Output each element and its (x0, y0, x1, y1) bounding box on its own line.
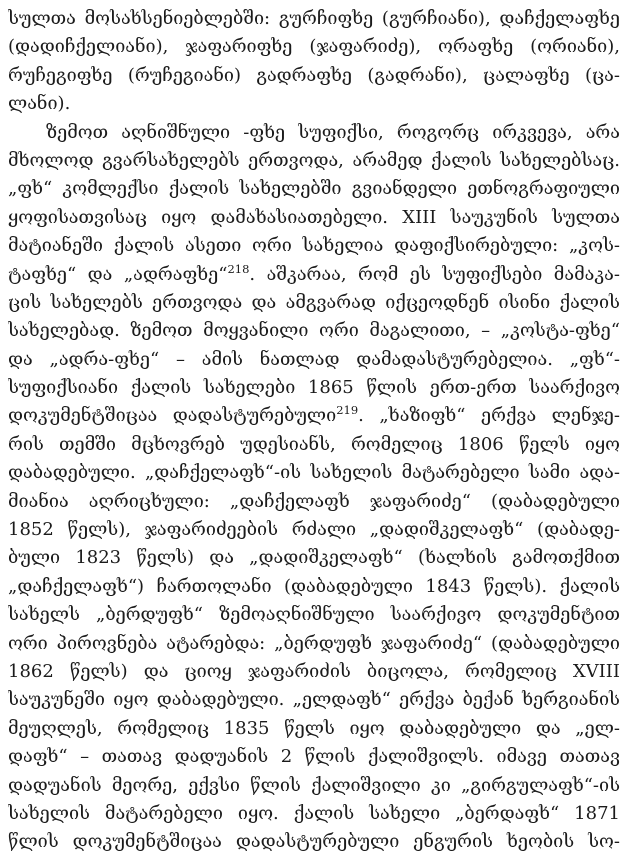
text-line: სულთა მოსახსენიებლებში: გურჩიფხე (გურჩიანი), დაჩქელაფხე (8, 8, 620, 29)
text-line: „დაჩქელაფხ“) ჩართოლანი (დაბადებული 1843 წელს). ქალის (8, 575, 620, 597)
text-line: რის თემში მცხოვრებ უდესიანს, რომელიც 1806 წელს იყო (8, 433, 620, 455)
text-line: ტაფხე“ და „ადრაფხე“$^{218}$. აშკარაა, რომ ეს სუფიქსები მამაკა- (8, 261, 620, 285)
text-line: „ფხ“ კომლექსი ქალის სახელებში გვიანდელი ეთნოგრაფიული (8, 178, 620, 200)
text-line: მეუღლეს, რომელიც 1835 წელს იყო დაბადებული და „ელ- (8, 717, 620, 739)
paragraph (8, 5, 620, 119)
text-line: 1852 წელს), ჯაფარიძეების რძალი „დადიშკელაფხ“ (დაბადე- (8, 519, 620, 541)
text-line: 1862 წელს) და ციოყ ჯაფარიძის ბიცოლა, რომელიც XVIII (8, 660, 620, 682)
text-line: წლის დოკუმენტშიცაა დადასტურებული ენგურის ხეობის სო- (8, 831, 620, 853)
paragraph (8, 119, 620, 857)
text-line: მიანია აღრიცხული: „დაჩქელაფხ ჯაფარიძე“ (დაბადებული (8, 490, 620, 512)
text-line: საუკუნეში იყო დაბადებული. „ელდაფხ“ ერქვა ბექან ხერგიანის (8, 689, 620, 711)
text-line: სახელს „ბერდუფხ“ ზემოაღნიშნული საარქივო დოკუმენტით (8, 604, 620, 626)
text-line: ცის სახელებს ერთვოდა და ამგვარად იქცეოდნენ ისინი ქალის (8, 291, 620, 313)
text-line: ლანი). (8, 93, 71, 115)
text-line: რუჩეგიფხე (რუჩეგიანი) გადრაფხე (გადრანი), ცალაფხე (ცა- (8, 64, 620, 86)
text-line: დოკუმენტშიცაა დადასტურებული$^{219}$. „ხაზიფხ“ ერქვა ლენჯე- (8, 403, 620, 427)
footnote-ref: 219 (336, 403, 359, 418)
footnote-ref: 218 (227, 261, 250, 276)
text-line: სახელებად. ზემოთ მოყვანილი ორი მაგალითი, – „კოსტა-ფხე“ (8, 320, 620, 342)
text-line: მატიანეში ქალის ასეთი ორი სახელია დაფიქსირებული: „კოს- (8, 235, 620, 257)
page-text (8, 5, 620, 857)
text-line: ზემოთ აღნიშნული -ფხე სუფიქსი, როგორც ირკვევა, არა (46, 121, 620, 143)
text-line: სახელის მატარებელი იყო. ქალის სახელი „ბერდაფხ“ 1871 (8, 802, 620, 824)
text-line: სუფიქსიანი ქალის სახელები 1865 წლის ერთ-ერთ საარქივო (8, 377, 620, 399)
text-line: დაბადებული. „დაჩქელაფხ“-ის სახელის მატარებელი სამი ადა- (8, 462, 620, 484)
text-line: დადუანის მეორე, ექვსი წლის ქალიშვილი კი „გირგულაფხ“-ის (8, 774, 620, 796)
text-line: მხოლოდ გვარსახელებს ერთვოდა, არამედ ქალის სახელებსაც. (8, 149, 620, 171)
text-line: და „ადრა-ფხე“ – ამის ნათლად დამადასტურებელია. „ფხ“- (8, 348, 620, 370)
text-line: ორი პიროვნება ატარებდა: „ბერდუფხ ჯაფარიძე“ (დაბადებული (8, 632, 620, 654)
text-line: ყოფისათვისაც იყო დამახასიათებელი. XIII საუკუნის სულთა (8, 206, 620, 228)
text-line: ბული 1823 წელს) და „დადიშკელაფხ“ (ხალხის გამოთქმით (8, 547, 620, 569)
text-line: დაფხ“ – თათავ დადუანის 2 წლის ქალიშვილს. იმავე თათავ (8, 746, 620, 768)
text-line: (დადიჩქელიანი), ჯაფარიფხე (ჯაფარიძე), ორაფხე (ორიანი), (8, 36, 620, 58)
